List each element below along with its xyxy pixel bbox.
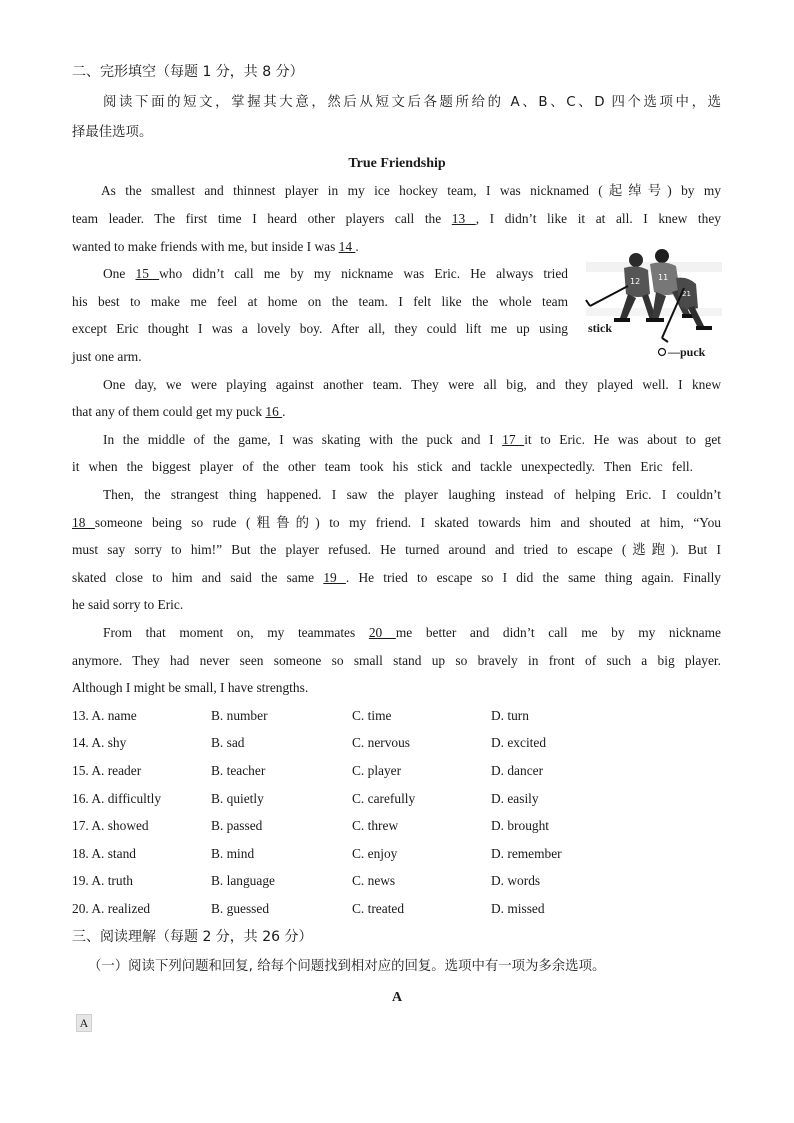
p4-line-1-text-b: it to Eric. He was about to get	[524, 432, 721, 447]
section-2-instruction-line-1: 阅读下面的短文，掌握其大意，然后从短文后各题所给的 A、B、C、D 四个选项中，选	[103, 95, 721, 110]
jersey-number-3: 21	[682, 290, 691, 298]
section-2-instruction-line-2: 择最佳选项。	[72, 125, 153, 140]
p2-line-2: his best to make me feel at home on the team. I felt like the whole team	[72, 294, 568, 309]
q14-option-c: C. nervous	[352, 735, 411, 750]
p1-line-1: As the smallest and thinnest player in my ice hockey team, I was nicknamed (起绰号) by my	[101, 183, 721, 198]
p6-line-1-text-a: From that moment on, my teammates	[103, 625, 369, 640]
q15-option-c: C. player	[352, 763, 402, 778]
q18-option-b: B. mind	[211, 846, 255, 861]
p1-line-3-text-a: wanted to make friends with me, but inside I was	[72, 239, 339, 254]
q19-option-d: D. words	[491, 873, 541, 888]
blank-18: 18	[72, 515, 95, 530]
blank-13: 13	[451, 211, 476, 226]
p2-line-3: except Eric thought I was a lovely boy. After all, they could lift me up using	[72, 321, 568, 336]
p5-line-4	[72, 569, 721, 587]
q19-option-b: B. language	[211, 873, 275, 888]
p4-line-2: it when the biggest player of the other team took his stick and tackle unexpectedly. Then Eric fell.	[72, 459, 693, 474]
q17-option-b: B. passed	[211, 818, 263, 833]
p1-line-2-text-a: team leader. The first time I heard other players call the	[72, 211, 452, 226]
p2-line-1-text-b: who didn’t call me by my nickname was Eric. He always tried	[159, 266, 568, 281]
p2-line-1-text-a: One	[103, 266, 136, 281]
blank-20: 20	[368, 625, 396, 640]
q13-option-c: C. time	[352, 708, 392, 723]
q16-option-d: D. easily	[491, 791, 539, 806]
p4-line-1-text-a: In the middle of the game, I was skating with the puck and I	[103, 432, 503, 447]
q15-option-a: 15. A. reader	[72, 763, 142, 778]
puck-label: —puck	[668, 345, 706, 359]
blank-16: 16	[265, 404, 283, 419]
q20-option-d: D. missed	[491, 901, 545, 916]
q13-option-a: 13. A. name	[72, 708, 137, 723]
p3-line-1: One day, we were playing against another team. They were all big, and they played well. I knew	[103, 377, 721, 392]
q18-option-a: 18. A. stand	[72, 846, 136, 861]
p6-line-1-text-b: me better and didn’t call me by my nickname	[395, 625, 721, 640]
p5-line-2-text-b: someone being so rude (粗鲁的) to my friend. I skated towards him and shouted at him, “You	[94, 515, 721, 530]
section-3-sub-instruction: （一）阅读下列问题和回复, 给每个问题找到相对应的回复。选项中有一项为多余选项。	[88, 959, 606, 974]
blank-17: 17	[502, 432, 525, 447]
p2-line-1	[103, 265, 568, 283]
q19-option-a: 19. A. truth	[72, 873, 134, 888]
q13-option-d: D. turn	[491, 708, 529, 723]
jersey-number-2: 11	[658, 273, 669, 282]
q20-option-a: 20. A. realized	[72, 901, 151, 916]
q18-option-c: C. enjoy	[352, 846, 398, 861]
p6-line-2: anymore. They had never seen someone so small stand up so bravely in front of such a big player.	[72, 653, 721, 668]
p4-line-1	[103, 431, 721, 449]
section-2-heading: 二、完形填空（每题 1 分，共 8 分）	[72, 64, 304, 80]
hockey-players-illustration	[584, 248, 724, 364]
q14-option-b: B. sad	[211, 735, 245, 750]
q13-option-b: B. number	[211, 708, 268, 723]
p6-line-3: Although I might be small, I have strengths.	[72, 680, 309, 695]
blank-15: 15	[135, 266, 160, 281]
section-3-heading: 三、阅读理解（每题 2 分，共 26 分）	[72, 929, 313, 945]
p3-line-2-text-a: that any of them could get my puck	[72, 404, 266, 419]
q16-option-c: C. carefully	[352, 791, 416, 806]
jersey-number-1: 12	[630, 277, 641, 286]
q17-option-a: 17. A. showed	[72, 818, 149, 833]
q14-option-d: D. excited	[491, 735, 547, 750]
p5-line-1: Then, the strangest thing happened. I saw the player laughing instead of helping Eric. I couldn’t	[103, 487, 721, 502]
p1-line-2	[72, 210, 721, 228]
stick-label: stick	[588, 321, 612, 335]
q20-option-b: B. guessed	[211, 901, 270, 916]
answer-placeholder-box: A	[76, 1014, 92, 1032]
q14-option-a: 14. A. shy	[72, 735, 127, 750]
p3-line-2-text-b: .	[282, 404, 286, 419]
p5-line-4-text-b: . He tried to escape so I did the same thing again. Finally	[345, 570, 721, 585]
p1-line-3-text-b: .	[355, 239, 359, 254]
p2-line-4: just one arm.	[72, 349, 142, 364]
q17-option-c: C. threw	[352, 818, 399, 833]
p1-line-3	[72, 238, 359, 256]
p5-line-3: must say sorry to him!” But the player refused. He turned around and tried to escape (逃跑). But I	[72, 542, 721, 557]
p5-line-2	[72, 514, 721, 532]
p5-line-4-text-a: skated close to him and said the same	[72, 570, 324, 585]
p3-line-2	[72, 403, 285, 421]
p1-line-2-text-b: , I didn’t like it at all. I knew they	[475, 211, 721, 226]
passage-title: True Friendship	[348, 156, 446, 171]
q17-option-d: D. brought	[491, 818, 550, 833]
blank-19: 19	[323, 570, 346, 585]
blank-14: 14	[338, 239, 356, 254]
p6-line-1	[103, 624, 721, 642]
q16-option-a: 16. A. difficultly	[72, 791, 162, 806]
q19-option-c: C. news	[352, 873, 396, 888]
q16-option-b: B. quietly	[211, 791, 264, 806]
q15-option-d: D. dancer	[491, 763, 544, 778]
q15-option-b: B. teacher	[211, 763, 266, 778]
part-a-title: A	[391, 990, 403, 1005]
q18-option-d: D. remember	[491, 846, 562, 861]
q20-option-c: C. treated	[352, 901, 405, 916]
p5-line-5: he said sorry to Eric.	[72, 597, 184, 612]
